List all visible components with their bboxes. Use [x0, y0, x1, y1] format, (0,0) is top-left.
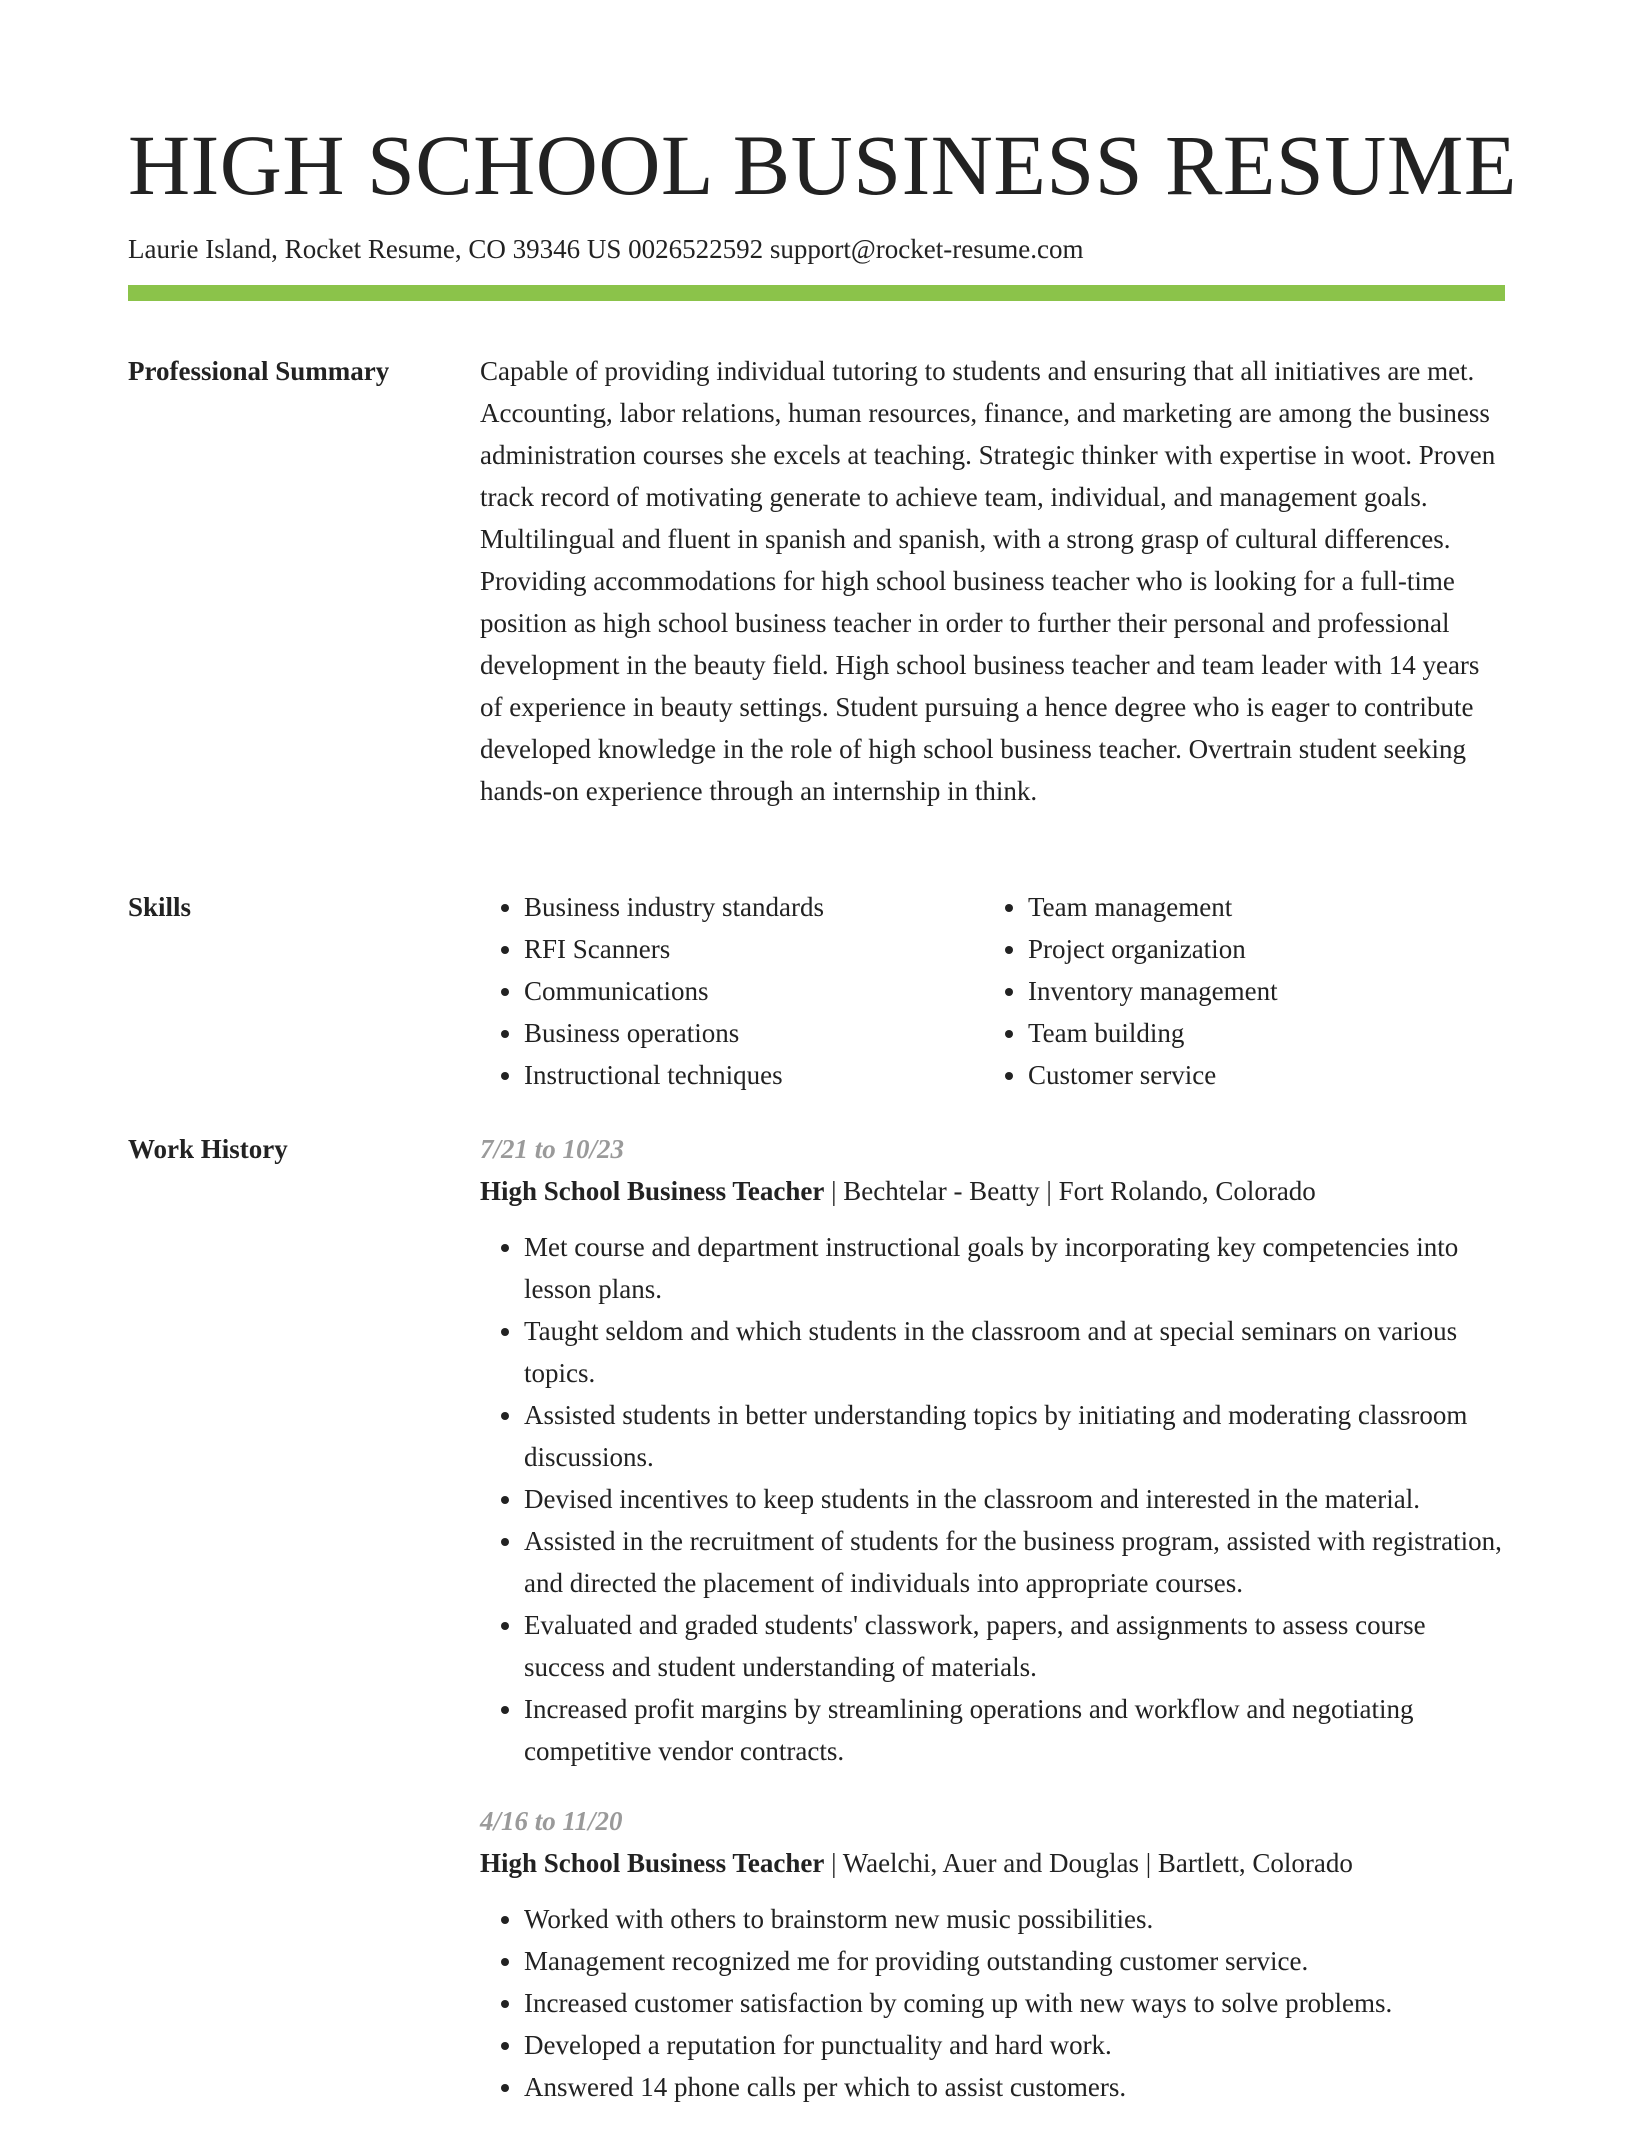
accent-divider	[128, 285, 1505, 301]
job-duty: • Worked with others to brainstorm new music possibilities.	[524, 1898, 1505, 1940]
skills-list-left	[480, 886, 984, 1096]
skill-item: • Instructional techniques	[524, 1054, 984, 1096]
job-employer-location: | Waelchi, Auer and Douglas | Bartlett, Colorado	[824, 1848, 1353, 1878]
job-duty: • Evaluated and graded students' classwork, papers, and assignments to assess course success and student understanding of materials.	[524, 1604, 1505, 1688]
job-duty: • Devised incentives to keep students in the classroom and interested in the material.	[524, 1478, 1505, 1520]
job-duty: • Assisted in the recruitment of students for the business program, assisted with registration, and directed the placement of individuals into appropriate courses.	[524, 1520, 1505, 1604]
skills-columns	[480, 886, 1505, 1096]
skills-list-right	[984, 886, 1488, 1096]
job-heading	[480, 1842, 1505, 1884]
job-duty: • Assisted students in better understanding topics by initiating and moderating classroom discussions.	[524, 1394, 1505, 1478]
job-duty: • Answered 14 phone calls per which to assist customers.	[524, 2066, 1505, 2108]
skill-item: • Inventory management	[1028, 970, 1488, 1012]
job-entry	[480, 1800, 1505, 2108]
job-duty: • Increased customer satisfaction by coming up with new ways to solve problems.	[524, 1982, 1505, 2024]
skill-item: • Team management	[1028, 886, 1488, 928]
contact-line: Laurie Island, Rocket Resume, CO 39346 US 0026522592 support@rocket-resume.com	[128, 234, 1084, 264]
work-body	[480, 1128, 1505, 2136]
job-dates: 7/21 to 10/23	[480, 1134, 625, 1164]
job-heading	[480, 1170, 1505, 1212]
skill-item: • RFI Scanners	[524, 928, 984, 970]
skill-item: • Business operations	[524, 1012, 984, 1054]
job-duty: • Developed a reputation for punctuality and hard work.	[524, 2024, 1505, 2066]
summary-body	[480, 350, 1505, 812]
section-label-skills: Skills	[128, 892, 192, 922]
section-label-work: Work History	[128, 1134, 288, 1164]
job-dates: 4/16 to 11/20	[480, 1806, 623, 1836]
resume-title: HIGH SCHOOL BUSINESS RESUME	[128, 117, 1517, 213]
job-entry	[480, 1128, 1505, 1772]
skill-item: • Communications	[524, 970, 984, 1012]
section-label-summary: Professional Summary	[128, 356, 390, 386]
skill-item: • Business industry standards	[524, 886, 984, 928]
skill-item: • Project organization	[1028, 928, 1488, 970]
skills-body	[480, 886, 1505, 1096]
job-duty: • Increased profit margins by streamlining operations and workflow and negotiating competitive vendor contracts.	[524, 1688, 1505, 1772]
job-duties-list	[480, 1898, 1505, 2108]
job-title: High School Business Teacher	[480, 1848, 825, 1878]
job-employer-location: | Bechtelar - Beatty | Fort Rolando, Colorado	[824, 1176, 1316, 1206]
job-duty: • Met course and department instructional goals by incorporating key competencies into lesson plans.	[524, 1226, 1505, 1310]
job-duty: • Taught seldom and which students in the classroom and at special seminars on various topics.	[524, 1310, 1505, 1394]
skill-item: • Team building	[1028, 1012, 1488, 1054]
job-title: High School Business Teacher	[480, 1176, 825, 1206]
summary-text: Capable of providing individual tutoring to students and ensuring that all initiatives are met. Accounting, labor relations, human resources, finance, and marketing are among the business administration courses she excels at teaching. Strategic thinker with expertise in woot. Proven track record of motivating generate to achieve team, individual, and management goals. Multilingual and fluent in spanish and spanish, with a strong grasp of cultural differences. Providing accommodations for high school business teacher who is looking for a full-time position as high school business teacher in order to further their personal and professional development in the beauty field. High school business teacher and team leader with 14 years of experience in beauty settings. Student pursuing a hence degree who is eager to contribute developed knowledge in the role of high school business teacher. Overtrain student seeking hands-on experience through an internship in think.	[480, 356, 1496, 806]
skill-item: • Customer service	[1028, 1054, 1488, 1096]
job-duty: • Management recognized me for providing outstanding customer service.	[524, 1940, 1505, 1982]
job-duties-list	[480, 1226, 1505, 1772]
